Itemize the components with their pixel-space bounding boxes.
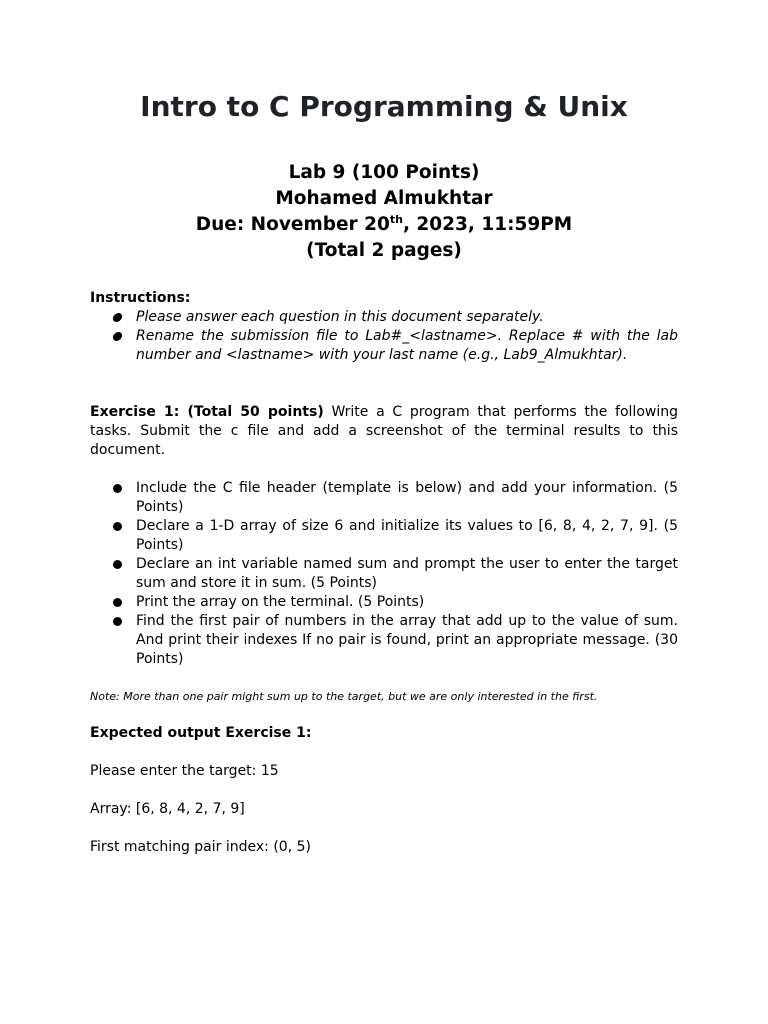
task-text: Print the array on the terminal. (5 Points) [136,594,425,610]
instruction-text: Rename the submission file to Lab#_<lastname>. Replace # with the lab number and <lastname> with your last name (e.g., Lab9_Almukhtar). [136,328,678,363]
exercise-1-intro [90,403,678,460]
due-date-prefix: Due: November 20 [195,214,390,235]
document-title: Intro to C Programming & Unix [140,90,628,123]
page-count: (Total 2 pages) [306,240,462,261]
due-date [0,212,768,238]
expected-output-line: First matching pair index: (0, 5) [90,839,311,855]
bullet-icon [113,560,122,569]
task-text: Declare an int variable named sum and prompt the user to enter the target sum and store it in sum. (5 Points) [136,556,678,591]
task-item [90,555,678,593]
author-name: Mohamed Almukhtar [275,188,493,209]
exercise-1-description: Write a C program that performs the following tasks. Submit the c file and add a screenshot of the terminal results to this document. [90,404,678,458]
exercise-1-heading: Exercise 1: (Total 50 points) [90,404,324,420]
bullet-icon [113,598,122,607]
task-text: Find the first pair of numbers in the array that add up to the value of sum. And print their indexes If no pair is found, print an appropriate message. (30 Points) [136,613,678,667]
instructions-label: Instructions: [90,290,191,306]
bullet-icon [112,313,123,322]
bullet-icon [113,522,122,531]
expected-output-line: Please enter the target: 15 [90,763,279,779]
instructions-list [90,308,678,365]
instruction-item [90,327,678,365]
task-text: Include the C file header (template is below) and add your information. (5 Points) [136,480,678,515]
task-item [90,479,678,517]
task-item [90,612,678,669]
exercise-1-tasks [90,479,678,669]
task-list [90,479,678,669]
bullet-icon [113,617,122,626]
bullet-icon [112,332,123,341]
exercise-1-note: Note: More than one pair might sum up to the target, but we are only interested in the first. [90,690,598,703]
instruction-item [90,308,678,327]
expected-output-label: Expected output Exercise 1: [90,725,312,741]
due-date-ordinal: th [389,213,403,226]
lab-header [0,160,768,264]
expected-output-line: Array: [6, 8, 4, 2, 7, 9] [90,801,245,817]
instructions-section [90,289,678,365]
lab-line: Lab 9 (100 Points) [288,162,480,183]
due-date-suffix: , 2023, 11:59PM [402,214,573,235]
task-text: Declare a 1-D array of size 6 and initialize its values to [6, 8, 4, 2, 7, 9]. (5 Points) [136,518,678,553]
task-item [90,593,678,612]
instruction-text: Please answer each question in this document separately. [136,309,544,325]
task-item [90,517,678,555]
bullet-icon [113,484,122,493]
